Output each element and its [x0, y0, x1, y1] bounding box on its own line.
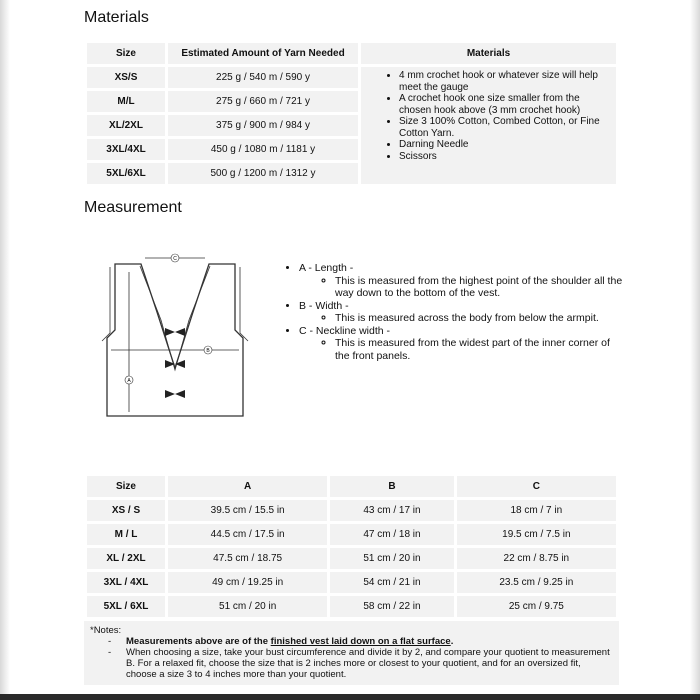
- a-cell: 47.5 cm / 18.75: [168, 548, 327, 569]
- table-row: [87, 67, 616, 88]
- label-c: C: [173, 256, 177, 262]
- table-row: [87, 596, 616, 617]
- a-cell: 51 cm / 20 in: [168, 596, 327, 617]
- materials-list-item: • 4 mm crochet hook or whatever size will help meet the gauge: [399, 70, 612, 93]
- measurement-desc: ◦ This is measured across the body from below the armpit.: [335, 312, 623, 325]
- materials-list-cell: [361, 67, 616, 184]
- measurement-desc: ◦ This is measured from the widest part of the inner corner of the front panels.: [335, 337, 623, 362]
- header-b: B: [330, 476, 453, 497]
- c-cell: 25 cm / 9.75: [457, 596, 616, 617]
- measurement-label: C - Neckline width -: [299, 324, 391, 337]
- size-cell: M/L: [87, 91, 165, 112]
- note-item: - When choosing a size, take your bust circumference and divide it by 2, and compare your quotient to measurement B. For a relaxed fit, choose the size that is 2 inches more or closest to your quotient, and for an oversized fit, choose a size 3 to 4 inches more than your quotient.: [126, 647, 613, 680]
- table-row: [87, 524, 616, 545]
- label-a: A: [127, 378, 131, 384]
- b-cell: 47 cm / 18 in: [330, 524, 453, 545]
- header-c: C: [457, 476, 616, 497]
- note1-text-a: Measurements above are of the: [126, 636, 271, 647]
- table-header-row: [87, 43, 616, 64]
- table-row: [87, 500, 616, 521]
- materials-list-item: • Size 3 100% Cotton, Combed Cotton, or Fine Cotton Yarn.: [399, 116, 612, 139]
- table-header-row: [87, 476, 616, 497]
- b-cell: 58 cm / 22 in: [330, 596, 453, 617]
- size-cell: XL/2XL: [87, 115, 165, 136]
- materials-list-item: • Scissors: [399, 151, 612, 163]
- notes-title: *Notes:: [90, 625, 122, 636]
- table-row: [87, 572, 616, 593]
- page-bottom-bar: [0, 694, 700, 700]
- a-cell: 49 cm / 19.25 in: [168, 572, 327, 593]
- yarn-cell: 375 g / 900 m / 984 y: [168, 115, 358, 136]
- size-cell: XL / 2XL: [87, 548, 165, 569]
- size-table: [84, 473, 619, 620]
- materials-list-item: • A crochet hook one size smaller from the chosen hook above (3 mm crochet hook): [399, 93, 612, 116]
- note1-text-c: .: [450, 636, 454, 647]
- materials-table: [84, 40, 619, 187]
- b-cell: 43 cm / 17 in: [330, 500, 453, 521]
- measurement-item: [299, 300, 623, 325]
- materials-heading: Materials: [84, 9, 149, 26]
- header-yarn: Estimated Amount of Yarn Needed: [168, 43, 358, 64]
- vest-ties: [165, 328, 185, 398]
- c-cell: 22 cm / 8.75 in: [457, 548, 616, 569]
- size-cell: M / L: [87, 524, 165, 545]
- header-a: A: [168, 476, 327, 497]
- measurement-item: [299, 325, 623, 363]
- measurement-desc: ◦ This is measured from the highest point of the shoulder all the way down to the bottom of the vest.: [335, 275, 623, 300]
- size-cell: XS/S: [87, 67, 165, 88]
- vest-diagram: [95, 250, 255, 426]
- size-cell: 5XL/6XL: [87, 163, 165, 184]
- note1-text-b: finished vest laid down on a flat surface: [270, 636, 451, 647]
- c-cell: 18 cm / 7 in: [457, 500, 616, 521]
- a-cell: 39.5 cm / 15.5 in: [168, 500, 327, 521]
- measurement-item: [299, 262, 623, 300]
- b-cell: 51 cm / 20 in: [330, 548, 453, 569]
- size-cell: 3XL / 4XL: [87, 572, 165, 593]
- note-item: [126, 636, 613, 647]
- size-cell: 5XL / 6XL: [87, 596, 165, 617]
- notes-box: [84, 621, 619, 685]
- size-cell: 3XL/4XL: [87, 139, 165, 160]
- table-row: [87, 548, 616, 569]
- measurement-label: A - Length -: [299, 262, 354, 274]
- size-cell: XS / S: [87, 500, 165, 521]
- c-cell: 23.5 cm / 9.25 in: [457, 572, 616, 593]
- b-cell: 54 cm / 21 in: [330, 572, 453, 593]
- header-size: Size: [87, 43, 165, 64]
- header-materials: Materials: [361, 43, 616, 64]
- vest-outline: [102, 264, 248, 416]
- c-cell: 19.5 cm / 7.5 in: [457, 524, 616, 545]
- materials-list-item: • Darning Needle: [399, 139, 612, 151]
- measurement-heading: Measurement: [84, 199, 182, 216]
- yarn-cell: 225 g / 540 m / 590 y: [168, 67, 358, 88]
- yarn-cell: 500 g / 1200 m / 1312 y: [168, 163, 358, 184]
- yarn-cell: 275 g / 660 m / 721 y: [168, 91, 358, 112]
- page-edge-left: [0, 0, 10, 700]
- page-edge-right: [690, 0, 700, 700]
- label-b: B: [206, 348, 210, 354]
- a-cell: 44.5 cm / 17.5 in: [168, 524, 327, 545]
- measure-lines: [111, 258, 239, 412]
- header-size: Size: [87, 476, 165, 497]
- measurement-list: [283, 262, 623, 362]
- measurement-label: B - Width -: [299, 299, 349, 312]
- yarn-cell: 450 g / 1080 m / 1181 y: [168, 139, 358, 160]
